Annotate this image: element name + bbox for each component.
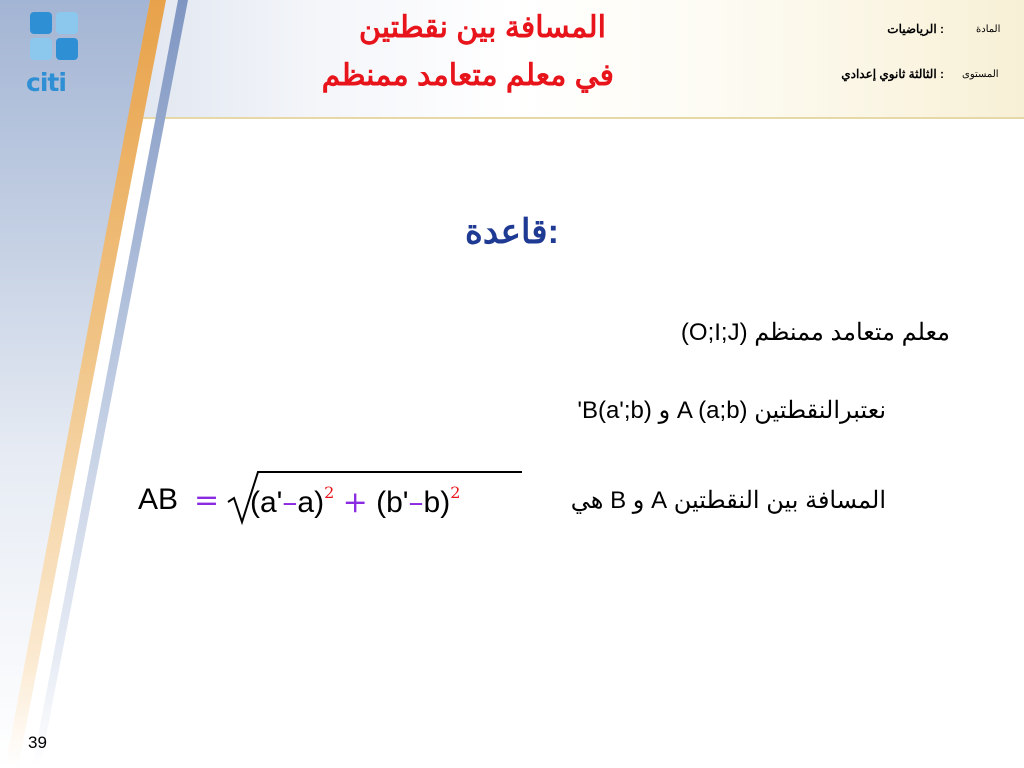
logo-square-icon [30,12,52,34]
header-divider [0,117,1024,119]
text-line-2: نعتبرالنقطتين (A (a;b و (B(a';b' [577,397,886,424]
subject-value: : الرياضيات [887,22,944,36]
logo-text: citi [26,68,66,97]
slide-title-line2: في معلم متعامد ممنظم [321,59,614,92]
formula-radicand [250,483,460,520]
level-value: : الثالثة ثانوي إعدادي [841,67,944,81]
page-number: 39 [28,733,47,752]
logo-square-icon [30,38,52,60]
formula-equals: = [194,483,220,518]
citi-logo [26,10,81,97]
formula-exponent2: 2 [450,483,461,502]
formula-minus2: – [408,485,424,520]
formula-term2b: b) [423,486,451,519]
subject-label: المادة [976,24,1001,35]
formula-minus1: – [282,485,298,520]
formula-term2: (b' [376,486,409,519]
formula-exponent1: 2 [324,483,335,502]
formula-term1b: a) [297,486,325,519]
text-line-3: المسافة بين النقطتين A و B هي [570,487,886,514]
logo-square-icon [56,38,78,60]
level-label: المستوى [962,69,999,80]
rule-heading: قاعدة: [465,213,559,251]
slide-title-line1: المسافة بين نقطتين [358,11,606,44]
formula-term1: (a' [250,486,283,519]
logo-square-icon [56,12,78,34]
text-line-1: معلم متعامد ممنظم (O;I;J) [680,319,950,346]
formula-lhs: AB [138,483,179,516]
decorative-wedge [0,0,150,768]
formula-plus: + [342,485,368,520]
